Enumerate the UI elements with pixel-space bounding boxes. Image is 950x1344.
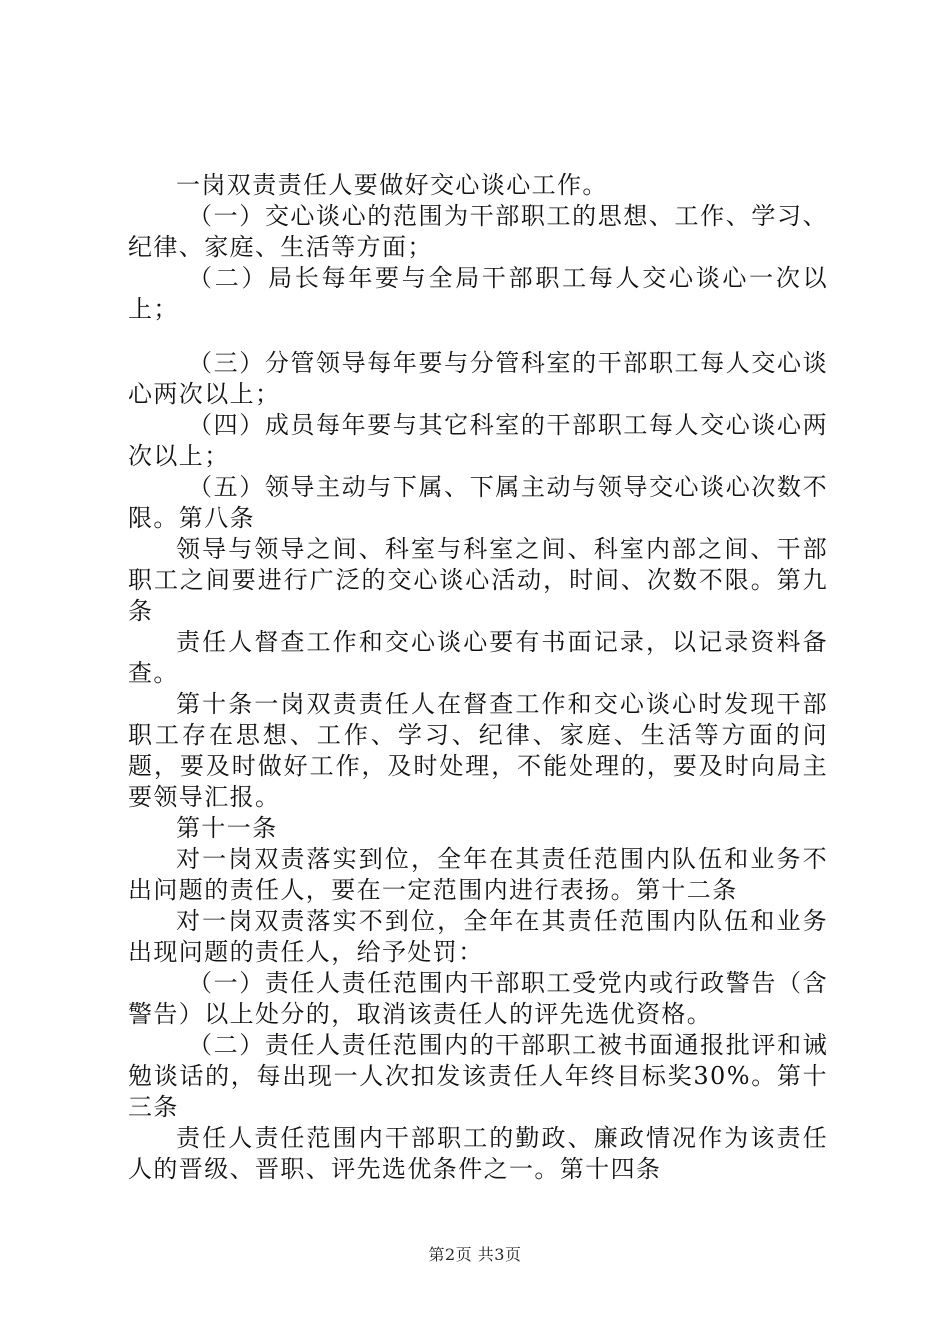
paragraph-item-5: （五）领导主动与下属、下属主动与领导交心谈心次数不限。第八条 xyxy=(128,473,828,532)
paragraph-article-11-heading: 第十一条 xyxy=(176,814,278,842)
page-number-footer: 第2页 共3页 xyxy=(428,1245,522,1264)
paragraph-item-4: （四）成员每年要与其它科室的干部职工每人交心谈心两次以上； xyxy=(128,411,828,470)
paragraph-penalty-2: （二）责任人责任范围内的干部职工被书面通报批评和诫勉谈话的，每出现一人次扣发该责任人年终目标奖30%。第十三条 xyxy=(128,1031,828,1121)
paragraph-penalty-1: （一）责任人责任范围内干部职工受党内或行政警告（含警告）以上处分的，取消该责任人的评先选优资格。 xyxy=(128,969,828,1028)
paragraph-article-9: 责任人督查工作和交心谈心要有书面记录，以记录资料备查。 xyxy=(128,628,828,687)
paragraph-article-13: 责任人责任范围内干部职工的勤政、廉政情况作为该责任人的晋级、晋职、评先选优条件之一。第十四条 xyxy=(128,1124,828,1183)
paragraph-article-11: 对一岗双责落实到位，全年在其责任范围内队伍和业务不出问题的责任人，要在一定范围内进行表扬。第十二条 xyxy=(128,845,828,904)
paragraph-intro: 一岗双责责任人要做好交心谈心工作。 xyxy=(176,171,608,199)
paragraph-item-2: （二）局长每年要与全局干部职工每人交心谈心一次以上； xyxy=(128,264,828,323)
paragraph-article-12: 对一岗双责落实不到位，全年在其责任范围内队伍和业务出现问题的责任人，给予处罚： xyxy=(128,907,828,966)
paragraph-article-10: 第十条一岗双责责任人在督查工作和交心谈心时发现干部职工存在思想、工作、学习、纪律、家庭、生活等方面的问题，要及时做好工作，及时处理，不能处理的，要及时向局主要领导汇报。 xyxy=(128,690,828,811)
paragraph-article-8: 领导与领导之间、科室与科室之间、科室内部之间、干部职工之间要进行广泛的交心谈心活动，时间、次数不限。第九条 xyxy=(128,535,828,625)
paragraph-item-1: （一）交心谈心的范围为干部职工的思想、工作、学习、纪律、家庭、生活等方面； xyxy=(128,202,828,261)
paragraph-item-3: （三）分管领导每年要与分管科室的干部职工每人交心谈心两次以上； xyxy=(128,349,828,408)
document-body xyxy=(128,170,828,1185)
